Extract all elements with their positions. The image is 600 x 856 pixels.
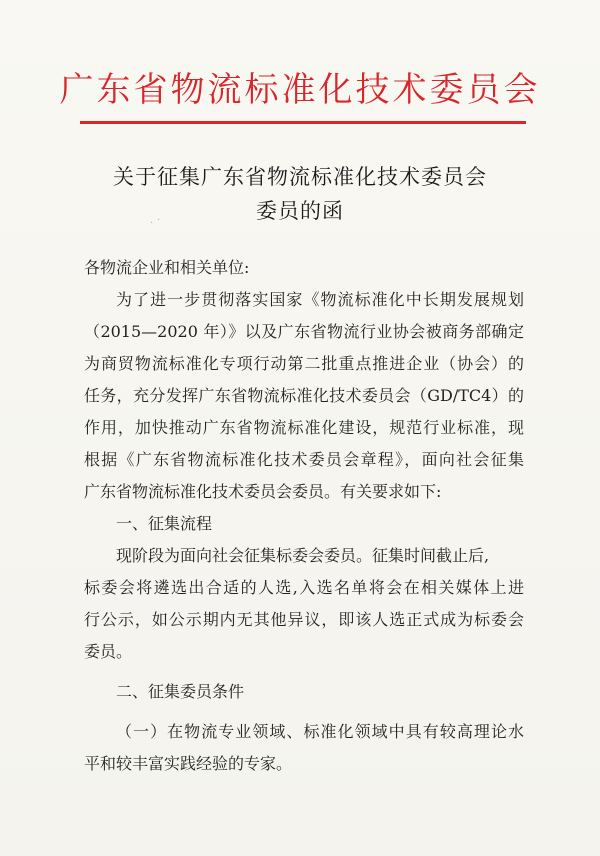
scan-speck: · [150, 218, 154, 229]
paragraph1-line: 为了进一步贯彻落实国家《物流标准化中长期发展规划 [116, 290, 524, 309]
scan-speck: · [157, 215, 161, 226]
document-title-line-1: 关于征集广东省物流标准化技术委员会 [113, 165, 487, 189]
paragraph1-line: 广东省物流标准化技术委员会委员。有关要求如下: [84, 482, 442, 501]
letterhead-red-rule [80, 121, 526, 124]
document-title-line-2: 委员的函 [256, 199, 344, 223]
section1-line: 标委会将遴选出合适的人选,入选名单将会在相关媒体上进 [84, 578, 524, 597]
paragraph1-line: 任务，充分发挥广东省物流标准化技术委员会（GD/TC4）的 [84, 386, 524, 405]
paragraph1-line: （2015—2020 年）》以及广东省物流行业协会被商务部确定 [84, 322, 524, 341]
letterhead-title: 广东省物流标准化技术委员会 [59, 70, 541, 110]
paragraph1-line: 为商贸物流标准化专项行动第二批重点推进企业（协会）的 [84, 354, 524, 373]
letter-body [84, 252, 524, 780]
section1-line: 现阶段为面向社会征集标委会委员。征集时间截止后, [116, 546, 490, 565]
section2-item1-line: （一）在物流专业领域、标准化领域中具有较高理论水 [116, 722, 524, 741]
section-gap [84, 668, 524, 676]
paragraph1-line: 根据《广东省物流标准化技术委员会章程》，面向社会征集 [84, 450, 524, 469]
document-title [0, 160, 600, 228]
section-gap [84, 708, 524, 716]
section2-item1-line: 平和较丰富实践经验的专家。 [84, 754, 293, 773]
section2-heading: 二、征集委员条件 [116, 682, 245, 701]
paragraph1-line: 作用，加快推动广东省物流标准化建设，规范行业标准，现 [84, 418, 524, 437]
section1-heading: 一、征集流程 [116, 514, 213, 533]
salutation: 各物流企业和相关单位: [84, 258, 250, 277]
section1-line: 委员。 [84, 642, 133, 661]
section1-line: 行公示，如公示期内无其他异议，即该人选正式成为标委会 [84, 610, 524, 629]
